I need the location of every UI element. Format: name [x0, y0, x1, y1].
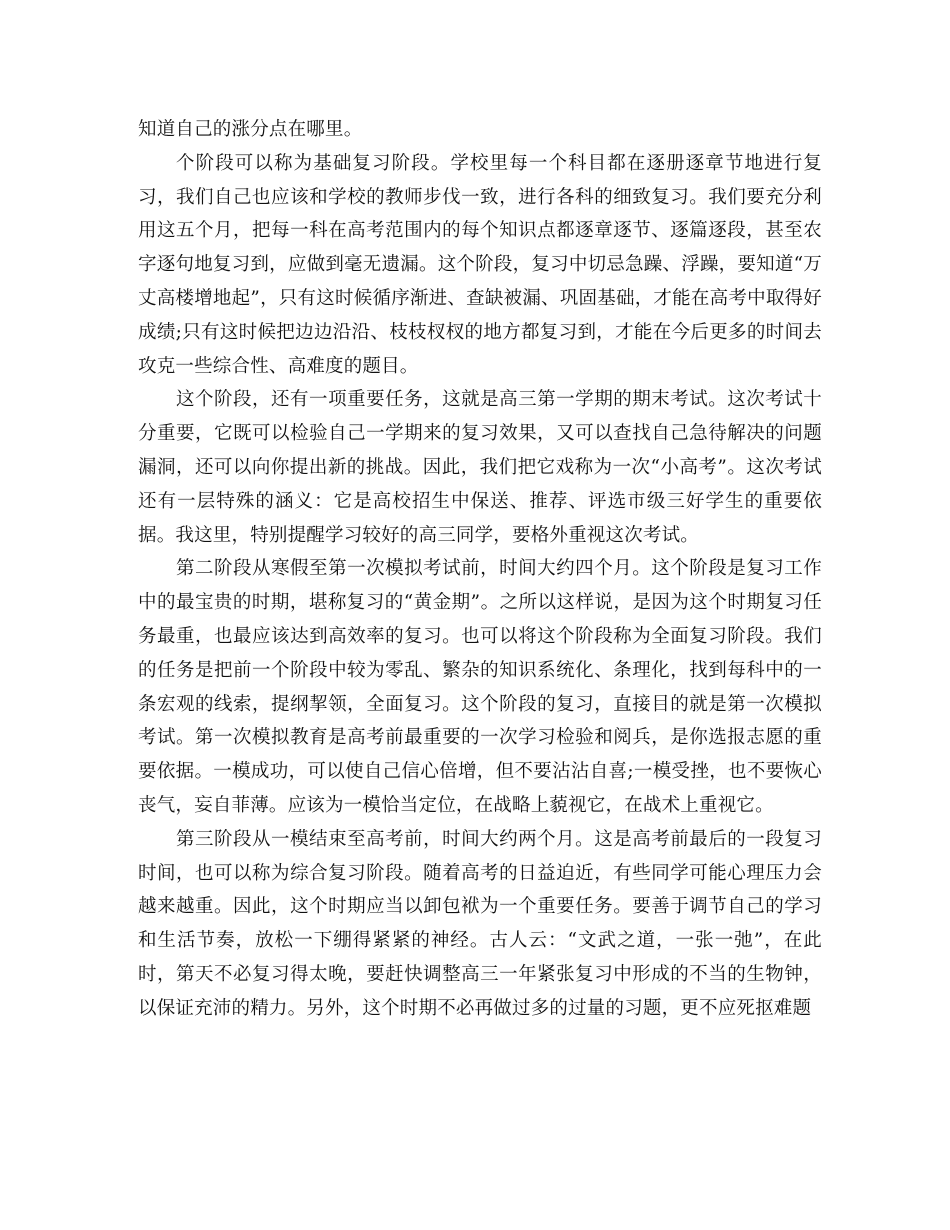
paragraph-2: 个阶段可以称为基础复习阶段。学校里每一个科目都在逐册逐章节地进行复习，我们自己也应该和学校的教师步伐一致，进行各科的细致复习。我们要充分利用这五个月，把每一科在高考范围内的每个知识点都逐章逐节、逐篇逐段，甚至农字逐句地复习到，应做到毫无遗漏。这个阶段，复习中切忌急躁、浮躁，要知道“万丈高楼增地起”，只有这时候循序渐进、查缺被漏、巩固基础，才能在高考中取得好成绩;只有这时候把边边沿沿、枝枝杈杈的地方都复习到，才能在今后更多的时间去攻克一些综合性、高难度的题目。 [138, 152, 822, 377]
document-body [138, 113, 822, 1026]
paragraph-3: 这个阶段，还有一项重要任务，这就是高三第一学期的期末考试。这次考试十分重要，它既可以检验自己一学期来的复习效果，又可以查找自己急待解决的问题漏洞，还可以向你提出新的挑战。因此，我们把它戏称为一次“小高考”。这次考试还有一层特殊的涵义：它是高校招生中保送、推荐、评选市级三好学生的重要依据。我这里，特别提醒学习较好的高三同学，要格外重视这次考试。 [138, 389, 822, 546]
paragraph-5: 第三阶段从一模结束至高考前，时间大约两个月。这是高考前最后的一段复习时间，也可以称为综合复习阶段。随着高考的日益迫近，有些同学可能心理压力会越来越重。因此，这个时期应当以卸包袱为一个重要任务。要善于调节自己的学习和生活节奏，放松一下绷得紧紧的神经。古人云：“文武之道，一张一弛”，在此时，第天不必复习得太晚，要赶快调整高三一年紧张复习中形成的不当的生物钟，以保证充沛的精力。另外，这个时期不必再做过多的过量的习题，更不应死抠难题 [138, 828, 822, 1019]
paragraph-1: 知道自己的涨分点在哪里。 [138, 119, 363, 140]
paragraph-4: 第二阶段从寒假至第一次模拟考试前，时间大约四个月。这个阶段是复习工作中的最宝贵的时期，堪称复习的“黄金期”。之所以这样说，是因为这个时期复习任务最重，也最应该达到高效率的复习。也可以将这个阶段称为全面复习阶段。我们的任务是把前一个阶段中较为零乱、繁杂的知识系统化、条理化，找到每科中的一条宏观的线索，提纲挈领，全面复习。这个阶段的复习，直接目的就是第一次模拟考试。第一次模拟教育是高考前最重要的一次学习检验和阅兵，是你选报志愿的重要依据。一模成功，可以使自己信心倍增，但不要沾沾自喜;一模受挫，也不要恢心丧气，妄自菲薄。应该为一模恰当定位，在战略上藐视它，在战术上重视它。 [138, 558, 822, 816]
